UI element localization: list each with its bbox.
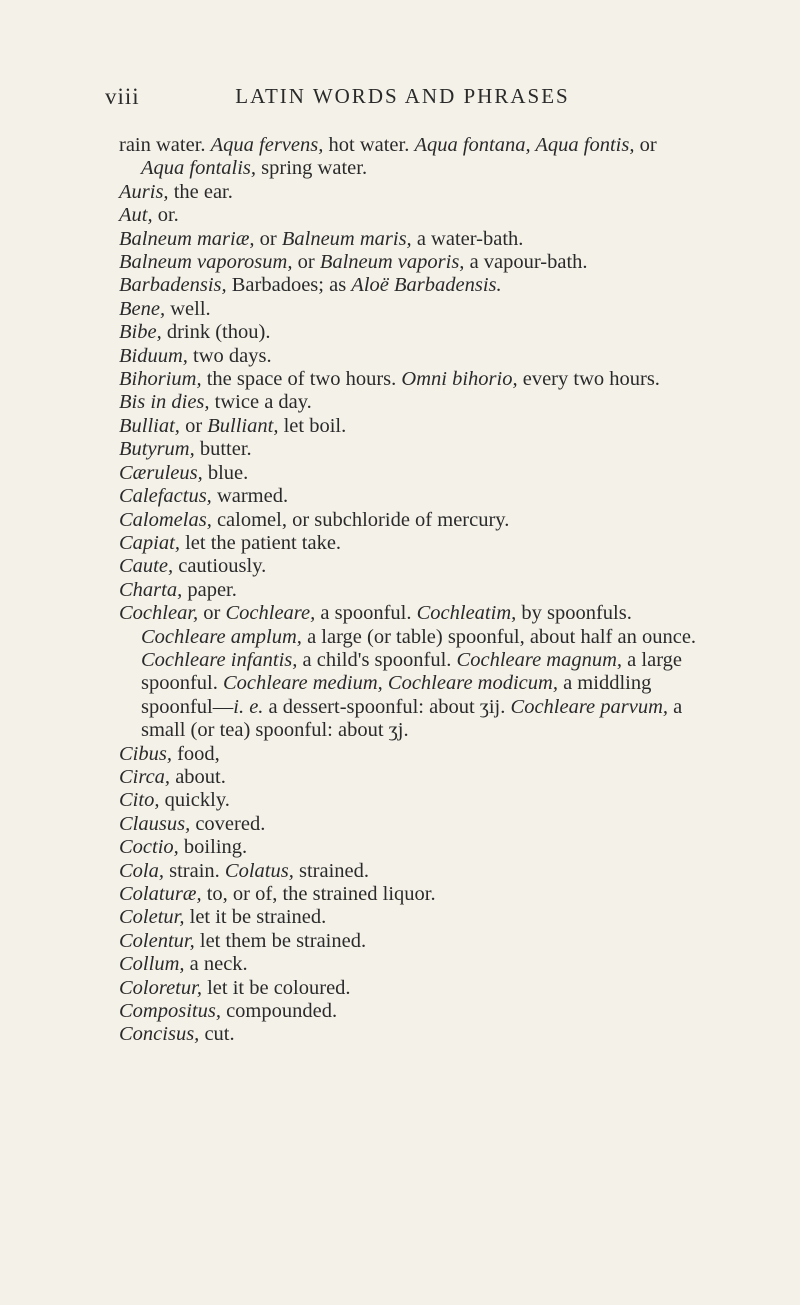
definition-text: let it be coloured. xyxy=(201,976,351,999)
definition-text: a child's spoonful. xyxy=(297,648,457,671)
latin-term: Compositus, xyxy=(119,1000,221,1023)
definition-text: every two hours. xyxy=(517,368,660,391)
definition-text: a large (or table) spoonful, about half an ounce. xyxy=(301,625,697,648)
latin-term: Balneum vaporis, xyxy=(319,251,465,274)
latin-term: Butyrum, xyxy=(119,438,195,461)
definition-text: or xyxy=(292,251,320,274)
latin-term: Circa, xyxy=(119,765,171,788)
definition-text: a middling spoonful— xyxy=(141,672,652,718)
glossary-entry xyxy=(119,602,699,742)
latin-term: Aloë Barbadensis. xyxy=(351,274,502,297)
latin-term: Omni bihorio, xyxy=(401,368,518,391)
definition-text: let boil. xyxy=(278,414,347,437)
latin-term: Cochleare magnum, xyxy=(456,648,623,671)
latin-term: Barbadensis, xyxy=(119,274,227,297)
latin-term: Cochleare, xyxy=(225,602,316,625)
glossary-entry xyxy=(119,555,699,578)
glossary-entry xyxy=(119,298,699,321)
glossary-entry xyxy=(119,321,699,344)
latin-term: Capiat, xyxy=(119,531,180,554)
latin-term: Coctio, xyxy=(119,836,179,859)
definition-text: the space of two hours. xyxy=(201,368,402,391)
definition-text: a water-bath. xyxy=(411,227,524,250)
definition-text: a dessert-spoonful: about ʒij. xyxy=(263,695,511,718)
glossary-entry xyxy=(119,532,699,555)
glossary-entry xyxy=(119,953,699,976)
glossary-entry xyxy=(119,134,699,181)
definition-text: or xyxy=(179,414,208,437)
glossary-entry xyxy=(119,509,699,532)
definition-text: a neck. xyxy=(184,953,248,976)
glossary-entry xyxy=(119,977,699,1000)
glossary-entry xyxy=(119,930,699,953)
glossary-entry xyxy=(119,1023,699,1046)
definition-text: warmed. xyxy=(211,485,289,508)
latin-term: Cochleatim, xyxy=(416,602,517,625)
latin-term: Colaturæ, xyxy=(119,883,202,905)
glossary-entries xyxy=(119,134,699,1047)
definition-text: drink (thou). xyxy=(161,321,271,344)
latin-term: Cochleare parvum, xyxy=(510,695,669,718)
glossary-entry xyxy=(119,906,699,929)
definition-text: let the patient take. xyxy=(179,531,342,554)
glossary-entry xyxy=(119,836,699,859)
definition-text: let it be strained. xyxy=(184,906,327,929)
definition-text: boiling. xyxy=(178,836,248,859)
definition-text: or. xyxy=(152,204,179,227)
latin-term: Balneum vaporosum, xyxy=(119,251,293,274)
glossary-entry xyxy=(119,579,699,602)
latin-term: Coletur, xyxy=(119,906,185,929)
latin-term: Cochleare medium, Cochleare modicum, xyxy=(223,672,558,695)
glossary-entry xyxy=(119,860,699,883)
glossary-entry xyxy=(119,485,699,508)
definition-text: hot water. xyxy=(323,134,415,156)
glossary-entry xyxy=(119,789,699,812)
latin-term: Collum, xyxy=(119,953,185,976)
glossary-entry xyxy=(119,391,699,414)
definition-text: paper. xyxy=(182,578,237,601)
definition-text: blue. xyxy=(202,461,249,484)
latin-term: Colatus, xyxy=(224,859,294,882)
latin-term: Aqua fervens, xyxy=(210,134,324,156)
latin-term: Aut, xyxy=(119,204,153,227)
glossary-entry xyxy=(119,228,699,251)
latin-term: Colentur, xyxy=(119,929,195,952)
latin-term: Caute, xyxy=(119,555,174,578)
definition-text: about. xyxy=(170,765,226,788)
latin-term: Bihorium, xyxy=(119,368,202,391)
definition-text: calomel, or subchloride of mercury. xyxy=(211,508,510,531)
running-title: LATIN WORDS AND PHRASES xyxy=(235,84,570,108)
latin-term: Aqua fontana, Aqua fontis, xyxy=(414,134,635,156)
glossary-entry xyxy=(119,462,699,485)
definition-text: strain. xyxy=(164,859,225,882)
definition-text: a spoonful. xyxy=(315,602,417,625)
definition-text: food, xyxy=(171,742,220,765)
glossary-entry xyxy=(119,1000,699,1023)
glossary-entry xyxy=(119,345,699,368)
glossary-entry xyxy=(119,274,699,297)
latin-term: i. e. xyxy=(233,695,264,718)
latin-term: Clausus, xyxy=(119,812,191,835)
latin-term: Calefactus, xyxy=(119,485,212,508)
definition-text: let them be strained. xyxy=(194,929,367,952)
definition-text: quickly. xyxy=(159,789,230,812)
latin-term: Concisus, xyxy=(119,1023,200,1046)
latin-term: Biduum, xyxy=(119,344,188,367)
latin-term: Bulliat, xyxy=(119,414,180,437)
glossary-entry xyxy=(119,415,699,438)
glossary-entry xyxy=(119,743,699,766)
glossary-entry xyxy=(119,204,699,227)
latin-term: Coloretur, xyxy=(119,976,202,999)
definition-text: butter. xyxy=(194,438,252,461)
definition-text: compounded. xyxy=(220,1000,338,1023)
latin-term: Charta, xyxy=(119,578,183,601)
glossary-entry xyxy=(119,883,699,906)
definition-text: Barbadoes; as xyxy=(226,274,352,297)
latin-term: Bulliant, xyxy=(207,414,279,437)
definition-text: a vapour-bath. xyxy=(464,251,588,274)
definition-text: covered. xyxy=(190,812,266,835)
page-header xyxy=(105,84,700,114)
definition-text: spring water. xyxy=(256,157,368,180)
definition-text: or xyxy=(634,134,657,156)
latin-term: Bis in dies, xyxy=(119,391,210,414)
glossary-entry xyxy=(119,766,699,789)
latin-term: Auris, xyxy=(119,180,169,203)
glossary-entry xyxy=(119,251,699,274)
definition-text: by spoonfuls. xyxy=(516,602,632,625)
definition-text: cautiously. xyxy=(173,555,267,578)
glossary-entry xyxy=(119,368,699,391)
latin-term: Balneum mariæ, xyxy=(119,227,255,250)
latin-term: Cito, xyxy=(119,789,160,812)
definition-text: two days. xyxy=(187,344,272,367)
glossary-entry xyxy=(119,438,699,461)
latin-term: Cochleare infantis, xyxy=(141,648,298,671)
latin-term: Aqua fontalis, xyxy=(141,157,257,180)
glossary-entry xyxy=(119,813,699,836)
latin-term: Bene, xyxy=(119,297,166,320)
definition-text: the ear. xyxy=(168,180,233,203)
definition-text: cut. xyxy=(199,1023,235,1046)
definition-text: a small (or tea) spoonful: about ʒj. xyxy=(141,695,683,742)
page-number: viii xyxy=(105,84,140,109)
definition-text: to, or of, the strained liquor. xyxy=(201,883,436,905)
definition-text: rain water. xyxy=(119,134,211,156)
definition-text: well. xyxy=(165,297,211,320)
latin-term: Cochlear, xyxy=(119,602,199,625)
definition-text: or xyxy=(198,602,226,625)
latin-term: Calomelas, xyxy=(119,508,212,531)
definition-text: or xyxy=(254,227,282,250)
latin-term: Cibus, xyxy=(119,742,172,765)
latin-term: Balneum maris, xyxy=(281,227,412,250)
definition-text: twice a day. xyxy=(209,391,312,414)
definition-text: a large spoonful. xyxy=(141,648,682,695)
latin-term: Cola, xyxy=(119,859,164,882)
definition-text: strained. xyxy=(293,859,369,882)
glossary-entry xyxy=(119,181,699,204)
latin-term: Cochleare amplum, xyxy=(141,625,302,648)
latin-term: Cæruleus, xyxy=(119,461,203,484)
latin-term: Bibe, xyxy=(119,321,162,344)
